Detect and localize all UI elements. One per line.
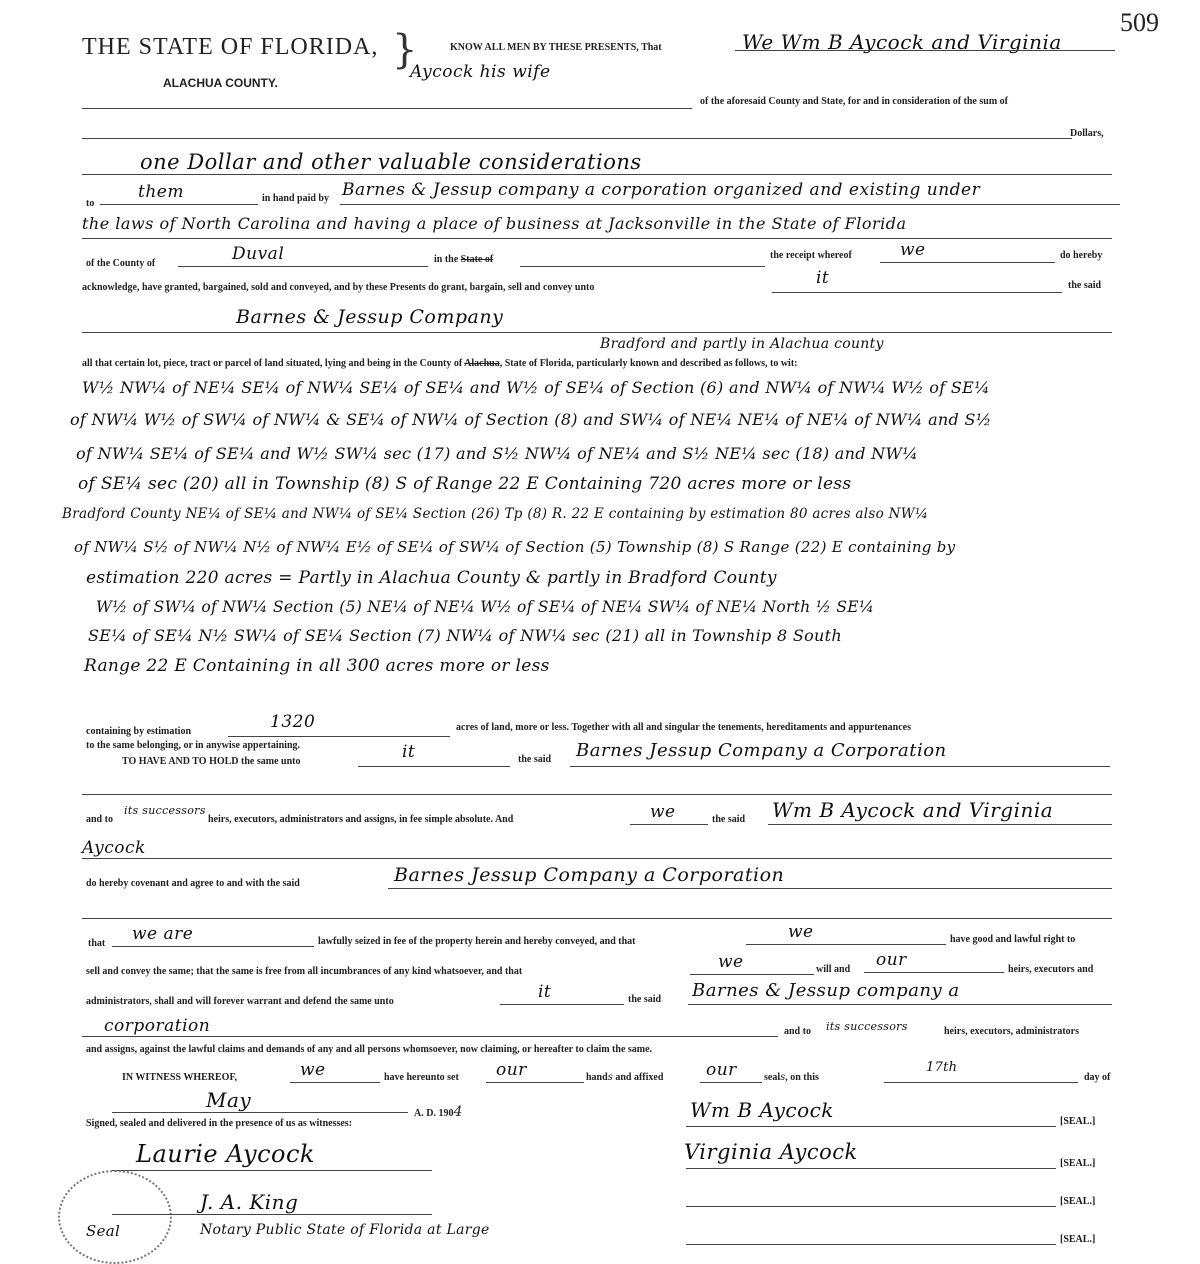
blank-line: [82, 108, 692, 109]
said-line: [82, 332, 1112, 333]
grantor-signature-2: Virginia Aycock: [684, 1140, 858, 1164]
seal-handwriting: s: [780, 1072, 786, 1083]
corporation-handwriting: corporation: [104, 1016, 211, 1036]
seal-note-handwriting: Seal: [86, 1222, 121, 1240]
will-and-label: will and: [816, 964, 851, 975]
receipt-handwriting: we: [900, 240, 926, 260]
seal-label-1: [SEAL.]: [1060, 1116, 1096, 1127]
unto-handwriting: it: [816, 268, 830, 288]
receipt-label: the receipt whereof: [770, 250, 852, 261]
sell-handwriting: we: [718, 952, 744, 972]
month-line: [112, 1112, 408, 1113]
and-to-label: and to: [86, 814, 113, 825]
land-intro-1: all that certain lot, piece, tract or parcel of land situated, lying and being in the County of: [82, 358, 463, 369]
to-line: [100, 204, 258, 205]
description-line-4: of SE¼ sec (20) all in Township (8) S of Range 22 E Containing 720 acres more or less: [78, 474, 852, 494]
grantor-signature-line-4: [686, 1244, 1056, 1245]
receipt-line: [880, 262, 1055, 263]
heirs-text: heirs, executors, administrators and assigns, in fee simple absolute. And: [208, 814, 514, 825]
heirs-exec-text: heirs, executors and: [1008, 964, 1094, 975]
hand-handwriting: s: [607, 1072, 613, 1083]
ad-label: [414, 1104, 462, 1120]
covenant-said-handwriting-2: Aycock: [82, 838, 146, 858]
description-line-1: W½ NW¼ of NE¼ SE¼ of NW¼ SE¼ of SE¼ and W½ of SE¼ of Section (6) and NW¼ of NW¼ W½ of SE¼: [82, 378, 990, 397]
land-intro: [82, 358, 797, 369]
description-line-9: SE¼ of SE¼ N½ SW¼ of SE¼ Section (7) NW¼ of NW¼ sec (21) all in Township 8 South: [88, 626, 842, 645]
admin-text: administrators, shall and will forever warrant and defend the same unto: [86, 996, 394, 1007]
signed-text: Signed, sealed and delivered in the presence of us as witnesses:: [86, 1118, 353, 1129]
month-handwriting: May: [206, 1088, 252, 1112]
will-handwriting: our: [876, 950, 907, 970]
grantor-signature-line-1: [686, 1126, 1056, 1127]
covenant-with-line: [388, 888, 1112, 889]
know-all-men: KNOW ALL MEN BY THESE PRESENTS, That: [450, 42, 662, 53]
to-label: to: [86, 198, 95, 209]
said-handwriting: Barnes & Jessup Company: [236, 306, 504, 328]
on-this-text: , on this: [785, 1072, 819, 1083]
good-right-text: have good and lawful right to: [950, 934, 1076, 945]
grantee-line-1: [340, 204, 1120, 205]
that-handwriting: we are: [132, 924, 194, 944]
description-line-7: estimation 220 acres = Partly in Alachua County & partly in Bradford County: [86, 568, 777, 588]
grantor-signature-line-2: [686, 1168, 1056, 1169]
acres-handwriting: 1320: [270, 712, 316, 732]
that-line: [112, 946, 314, 947]
admin-handwriting: it: [538, 982, 552, 1002]
seal-label-2: [SEAL.]: [1060, 1158, 1096, 1169]
and-to-handwriting: its successors: [124, 804, 206, 817]
grantee-handwriting-2: the laws of North Carolina and having a place of business at Jacksonville in the State of Florida: [82, 214, 907, 233]
county-handwriting: Duval: [232, 244, 285, 264]
paid-by-label: in hand paid by: [262, 193, 329, 204]
admin-said-line: [688, 1004, 1112, 1005]
admin-line: [500, 1004, 624, 1005]
consideration-text: of the aforesaid County and State, for and in consideration of the sum of: [700, 96, 1008, 107]
estimation-line-2: to the same belonging, or in anywise appertaining.: [86, 740, 300, 751]
estimation-rest: acres of land, more or less. Together with all and singular the tenements, hereditaments and appurtenances: [456, 722, 912, 733]
county-label: ALACHUA COUNTY.: [163, 76, 278, 90]
sell-convey-text: sell and convey the same; that the same is free from all incumbrances of any kind whatsoever, and that: [86, 966, 523, 977]
admin-said-handwriting: Barnes & Jessup company a: [692, 980, 960, 1001]
and-to-label-2: and to: [784, 1026, 811, 1037]
to-have-said-label: the said: [518, 754, 552, 765]
covenant-said-line: [768, 824, 1112, 825]
grantors-handwriting-1: We Wm B Aycock and Virginia: [742, 30, 1062, 54]
description-line-3: of NW¼ SE¼ of SE¼ and W½ SW¼ sec (17) and S½ NW¼ of NE¼ and S½ NE¼ sec (18) and NW¼: [76, 444, 919, 463]
day-line: [884, 1082, 1078, 1083]
description-line-2: of NW¼ W½ of SW¼ of NW¼ & SE¼ of NW¼ of Section (8) and SW¼ of NE¼ NE¼ of NE¼ of NW¼ and S½: [70, 410, 992, 429]
day-of-label: day of: [1084, 1072, 1111, 1083]
acknowledge-text: acknowledge, have granted, bargained, sold and conveyed, and by these Presents do grant, bargain, sell and convey unto: [82, 282, 595, 293]
county-insert-handwriting: Bradford and partly in Alachua county: [600, 336, 884, 352]
title-brace: }: [392, 27, 418, 73]
affixed-text: and affixed: [615, 1072, 664, 1083]
blank-line: [82, 794, 1112, 795]
grantors-handwriting-2: Aycock his wife: [410, 62, 551, 82]
county-line: [178, 266, 428, 267]
witness-handwriting: we: [300, 1060, 326, 1080]
page-number: 509: [1120, 8, 1159, 37]
and-line: [630, 824, 708, 825]
that-label: that: [88, 938, 106, 949]
witness-signature-1: Laurie Aycock: [136, 1140, 315, 1168]
admin-said-label: the said: [628, 994, 662, 1005]
grantors-line-1: [735, 50, 1115, 51]
to-have-line: [358, 766, 510, 767]
blank-line: [82, 138, 1072, 139]
county-of-label: of the County of: [86, 258, 156, 269]
seized-text: lawfully seized in fee of the property herein and hereby conveyed, and that: [318, 936, 636, 947]
to-have-said-line: [570, 766, 1110, 767]
amount-line: [82, 174, 1112, 175]
the-said-label: the said: [1068, 280, 1102, 291]
grantee-handwriting-1: Barnes & Jessup company a corporation organized and existing under: [342, 180, 981, 200]
acres-line: [228, 736, 450, 737]
do-hereby-label: do hereby: [1060, 250, 1103, 261]
witness-signature-2: J. A. King: [200, 1190, 299, 1214]
assigns-text: and assigns, against the lawful claims and demands of any and all persons whomsoever, now claiming, or hereafter to claim the same.: [86, 1044, 653, 1055]
corporation-line: [82, 1036, 778, 1037]
will-line: [864, 972, 1004, 973]
hand-label: [586, 1072, 663, 1083]
covenant-said-handwriting: Wm B Aycock and Virginia: [772, 798, 1054, 822]
ad-text: A. D. 190: [414, 1108, 454, 1119]
description-line-10: Range 22 E Containing in all 300 acres more or less: [84, 656, 550, 676]
year-handwriting: 4: [453, 1104, 463, 1120]
description-line-8: W½ of SW¼ of NW¼ Section (5) NE¼ of NE¼ W½ of SE¼ of NE¼ SW¼ of NE¼ North ½ SE¼: [96, 598, 875, 616]
dollars-label: Dollars,: [1070, 128, 1104, 139]
and-handwriting: we: [650, 802, 676, 822]
notary-handwriting: Notary Public State of Florida at Large: [200, 1222, 490, 1238]
state-title: THE STATE OF FLORIDA,: [82, 34, 379, 60]
set-handwriting: our: [496, 1060, 527, 1080]
witness-signature-line-2: [112, 1214, 432, 1215]
seal-label-3: [SEAL.]: [1060, 1196, 1096, 1207]
land-intro-2: , State of Florida, particularly known and described as follows, to wit:: [499, 358, 798, 369]
to-handwriting: them: [138, 182, 184, 202]
seal-label-4: [SEAL.]: [1060, 1234, 1096, 1245]
grantor-signature-1: Wm B Aycock: [690, 1098, 834, 1122]
seal-text: seal: [764, 1072, 781, 1083]
to-have-label: TO HAVE AND TO HOLD the same unto: [122, 756, 301, 767]
seized-handwriting: we: [788, 922, 814, 942]
grantee-line-2: [82, 238, 1112, 239]
unto-line: [772, 292, 1062, 293]
sell-line: [690, 974, 814, 975]
in-witness-label: IN WITNESS WHEREOF,: [122, 1072, 238, 1083]
description-line-6: of NW¼ S½ of NW¼ N½ of NW¼ E½ of SE¼ of SW¼ of Section (5) Township (8) S Range (22) E containing by: [74, 538, 956, 556]
seized-line: [746, 944, 946, 945]
witness-line: [290, 1082, 380, 1083]
amount-handwriting: one Dollar and other valuable considerations: [140, 150, 642, 174]
estimation-label: containing by estimation: [86, 726, 192, 737]
day-handwriting: 17th: [926, 1060, 958, 1075]
seal-label: [764, 1072, 819, 1083]
hand-text: hand: [586, 1072, 608, 1083]
heirs-exec-text-2: heirs, executors, administrators: [944, 1026, 1079, 1037]
county-struck: Alachua: [464, 358, 500, 369]
in-the-text: in the: [434, 254, 459, 265]
affixed-handwriting: our: [706, 1060, 737, 1080]
state-struck: State of: [460, 254, 494, 265]
affixed-line: [700, 1082, 762, 1083]
have-set-label: have hereunto set: [384, 1072, 459, 1083]
covenant-text: do hereby covenant and agree to and with the said: [86, 878, 300, 889]
to-have-said-handwriting: Barnes Jessup Company a Corporation: [576, 740, 947, 761]
set-line: [486, 1082, 584, 1083]
covenant-with-handwriting: Barnes Jessup Company a Corporation: [394, 864, 785, 886]
in-the-label: [434, 254, 493, 265]
notary-seal-stamp: [58, 1170, 172, 1264]
blank-line: [82, 858, 1112, 859]
description-line-5: Bradford County NE¼ of SE¼ and NW¼ of SE¼ Section (26) Tp (8) R. 22 E containing by estimation 80 acres also NW¼: [62, 506, 929, 522]
state-line: [520, 266, 765, 267]
covenant-said-label: the said: [712, 814, 746, 825]
grantor-signature-line-3: [686, 1206, 1056, 1207]
to-have-handwriting: it: [402, 742, 416, 762]
blank-line: [82, 918, 1112, 919]
and-to-handwriting-2: its successors: [826, 1020, 908, 1033]
witness-signature-line-1: [112, 1170, 432, 1171]
